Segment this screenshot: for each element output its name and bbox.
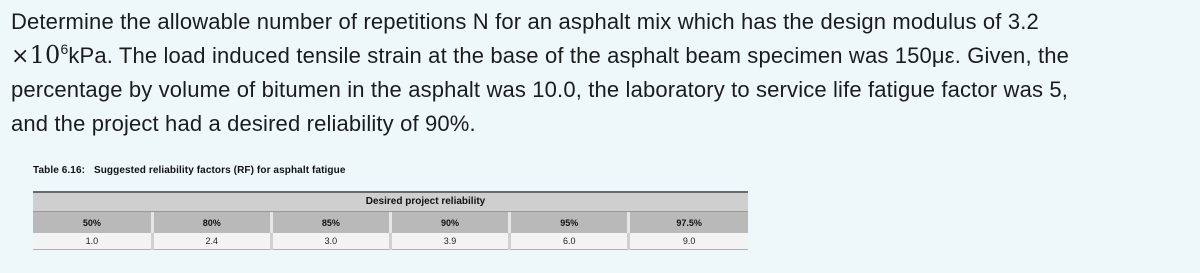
value-cell: 6.0 [510, 233, 629, 250]
value-cell: 1.0 [33, 233, 152, 250]
question-line-1: Determine the allowable number of repetitions N for an asphalt mix which has the design modulus of 3.2 [11, 9, 1039, 34]
value-cell: 3.0 [271, 233, 390, 250]
modulus-base: 10 [29, 40, 61, 69]
question-line-2 [11, 39, 1196, 74]
header-cell: 50% [33, 212, 152, 233]
header-cell: 97.5% [629, 212, 748, 233]
question-line-4: and the project had a desired reliability of 90%. [11, 110, 476, 136]
header-cell: 95% [510, 212, 629, 233]
value-cell: 9.0 [629, 233, 748, 250]
header-cell: 90% [390, 212, 509, 233]
reliability-grid [33, 212, 748, 250]
header-cell: 85% [271, 212, 390, 233]
value-cell: 2.4 [152, 233, 271, 250]
times-symbol: × [11, 43, 30, 69]
table-row [33, 233, 748, 250]
table-super-header [33, 191, 748, 212]
table-header-row [33, 212, 748, 233]
modulus-exponent: 6 [60, 40, 69, 57]
table-caption-title: Suggested reliability factors (RF) for asphalt fatigue [93, 165, 346, 176]
table-caption-number: Table 6.16: [33, 165, 86, 176]
table-caption [33, 165, 346, 176]
reliability-table [33, 191, 748, 250]
question-line-2-text: kPa. The load induced tensile strain at the base of the asphalt beam specimen was 150με. Given, the [68, 42, 1070, 68]
header-cell: 80% [152, 212, 271, 233]
question-text [11, 5, 1196, 140]
table-super-header-label: Desired project reliability [365, 196, 486, 207]
value-cell: 3.9 [390, 233, 509, 250]
question-line-3: percentage by volume of bitumen in the asphalt was 10.0, the laboratory to service life fatigue factor was 5, [11, 77, 1069, 102]
